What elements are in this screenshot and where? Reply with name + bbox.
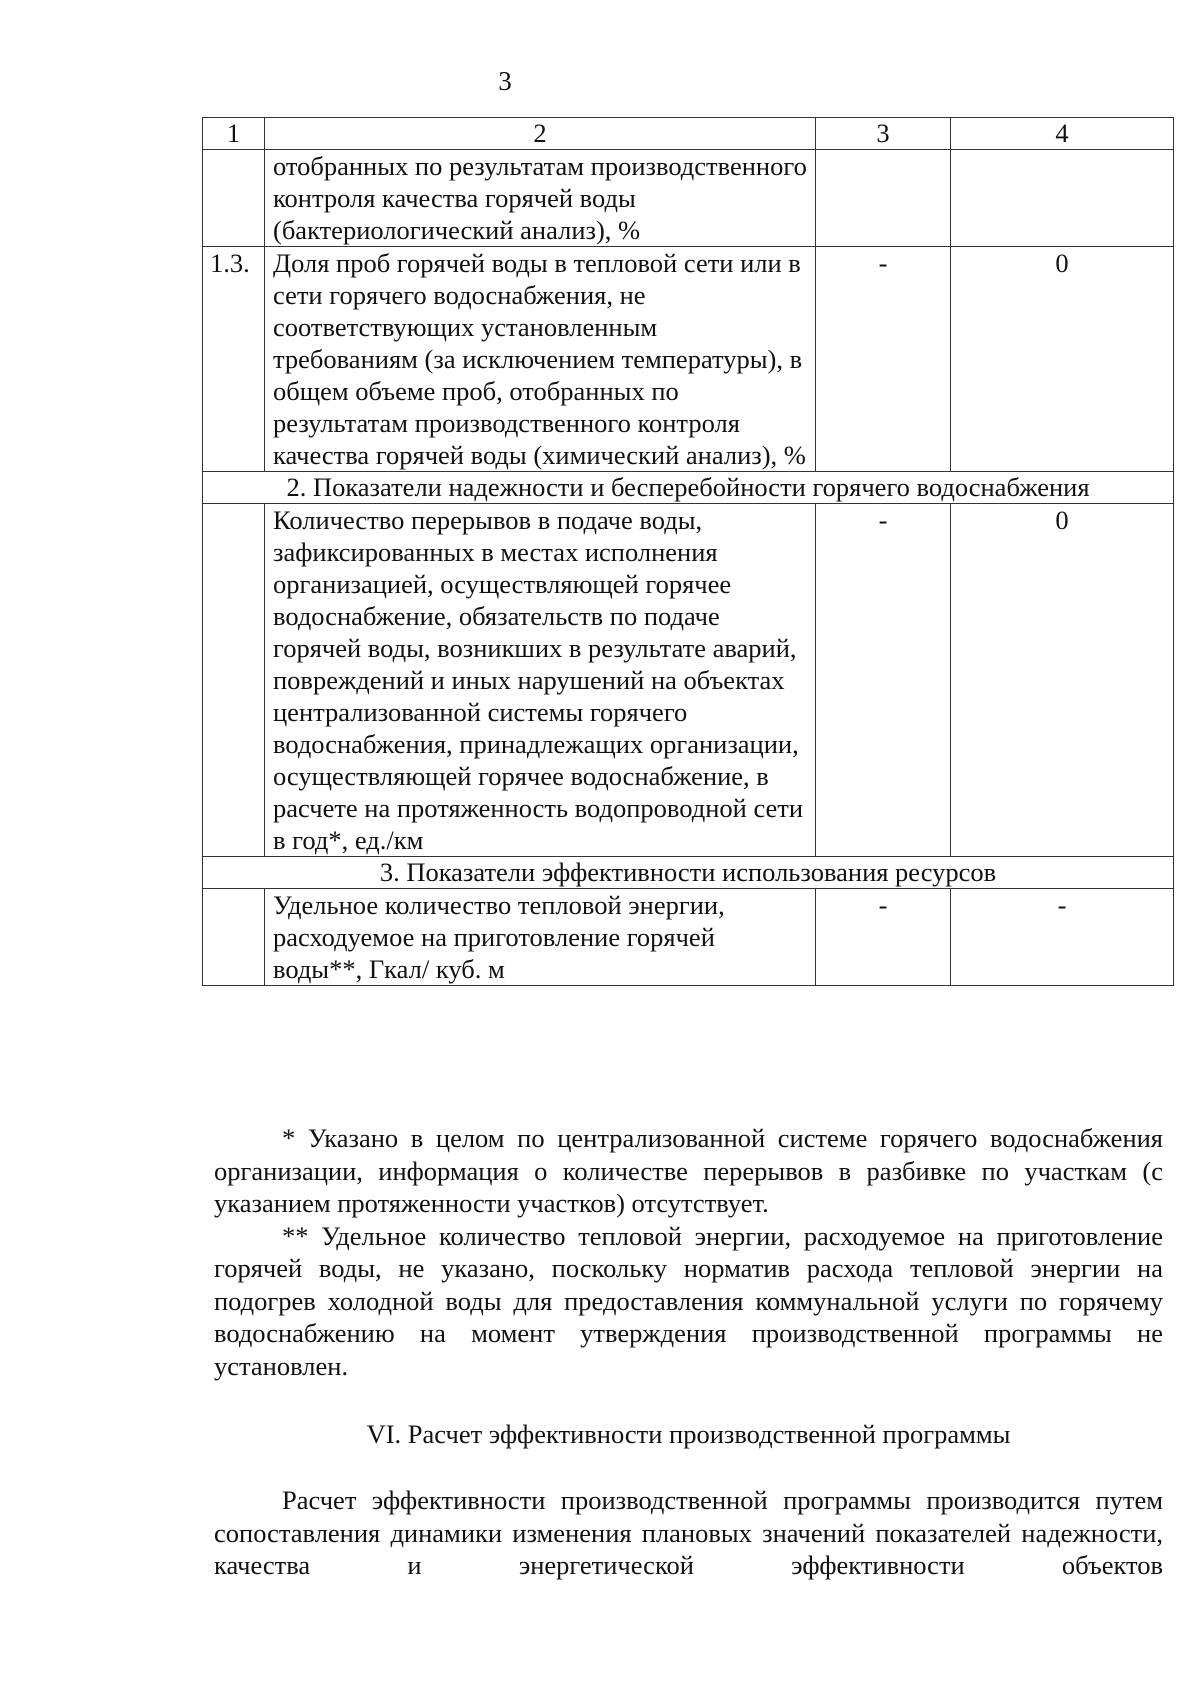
row-value-col4: 0 [951,247,1174,472]
row-value-col3: - [816,504,951,857]
section-row [203,857,1174,889]
row-number [203,150,265,247]
table-row [203,150,1174,247]
header-col-3: 3 [816,118,951,150]
row-indicator-text: Количество перерывов в подаче воды, зафиксированных в местах исполнения организацией, осуществляющей горячее водоснабжение, обязательств по подаче горячей воды, возникших в результате аварий, повреждений и иных нарушений на объектах централизованной системы горячего водоснабжения, принадлежащих организации, осуществляющей горячее водоснабжение, в расчете на протяженность водопроводной сети в год*, ед./км [265,504,816,857]
header-col-2: 2 [265,118,816,150]
section-2-heading: 2. Показатели надежности и бесперебойности горячего водоснабжения [203,472,1174,504]
page-number: 3 [498,66,512,96]
section-row [203,472,1174,504]
row-value-col4: 0 [951,504,1174,857]
table-row [203,889,1174,986]
row-indicator-text: Удельное количество тепловой энергии, расходуемое на приготовление горячей воды**, Гкал/ куб. м [265,889,816,986]
footnotes [214,1122,1163,1382]
indicators-table [202,117,1174,986]
table-row [203,247,1174,472]
row-value-col4 [951,150,1174,247]
header-col-1: 1 [203,118,265,150]
paragraph: Расчет эффективности производственной программы производится путем сопоставления динамики изменения плановых значений показателей надежности, качества и энергетической эффективности объектов [214,1485,1163,1580]
row-indicator-text: отобранных по результатам производственного контроля качества горячей воды (бактериологический анализ), % [265,150,816,247]
row-number [203,889,265,986]
header-col-4: 4 [951,118,1174,150]
row-indicator-text: Доля проб горячей воды в тепловой сети или в сети горячего водоснабжения, не соответствующих установленным требованиям (за исключением температуры), в общем объеме проб, отобранных по результатам производственного контроля качества горячей воды (химический анализ), % [265,247,816,472]
row-value-col3: - [816,247,951,472]
row-value-col4: - [951,889,1174,986]
footnote-2: ** Удельное количество тепловой энергии, расходуемое на приготовление горячей воды, не указано, поскольку норматив расхода тепловой энергии на подогрев холодной воды для предоставления коммунальной услуги по горячему водоснабжению на момент утверждения производственной программы не установлен. [214,1220,1163,1381]
row-number [203,504,265,857]
footnote-1: * Указано в целом по централизованной системе горячего водоснабжения организации, информация о количестве перерывов в разбивке по участкам (с указанием протяженности участков) отсутствует. [214,1123,1163,1218]
table-header-row [203,118,1174,150]
row-value-col3 [816,150,951,247]
table-row [203,504,1174,857]
section-3-heading: 3. Показатели эффективности использования ресурсов [203,857,1174,889]
row-value-col3: - [816,889,951,986]
row-number: 1.3. [203,247,265,472]
section-vi-title: VI. Расчет эффективности производственной программы [366,1419,1011,1449]
